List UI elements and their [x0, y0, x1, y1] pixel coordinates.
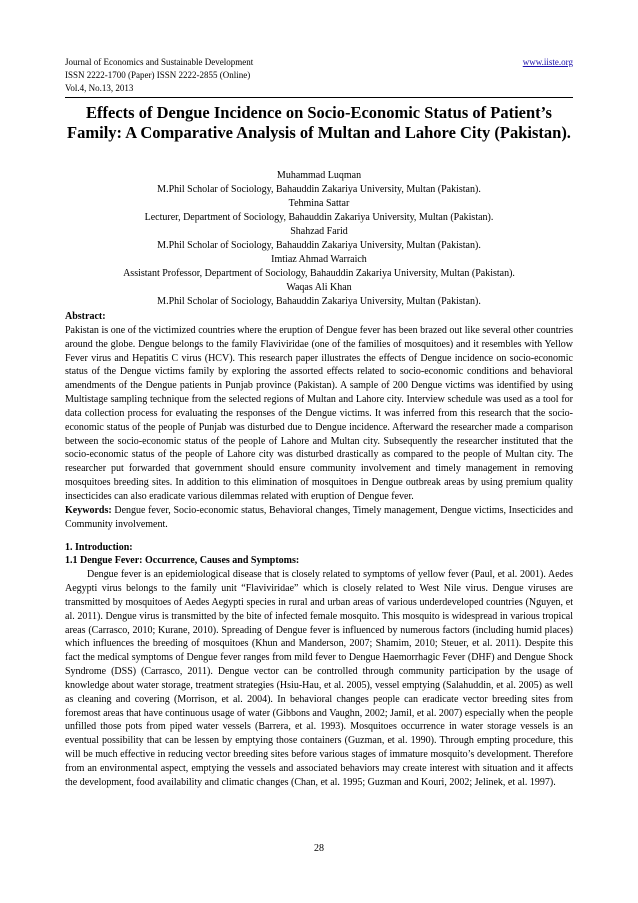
author-affiliation: Lecturer, Department of Sociology, Bahauddin Zakariya University, Multan (Pakistan).	[144, 212, 494, 223]
section-heading: 1. Introduction:	[65, 541, 133, 553]
journal-issn: ISSN 2222-1700 (Paper) ISSN 2222-2855 (Online)	[65, 70, 251, 80]
journal-volume: Vol.4, No.13, 2013	[65, 83, 134, 93]
journal-name: Journal of Economics and Sustainable Development	[65, 57, 254, 67]
author-affiliation: M.Phil Scholar of Sociology, Bahauddin Zakariya University, Multan (Pakistan).	[157, 240, 481, 251]
paper-body	[65, 310, 573, 790]
intro-paragraph: Dengue fever is an epidemiological disease that is closely related to symptoms of yellow fever (Paul, et al. 2001). Aedes Aegypti virus belongs to the family unit “Flaviviridae” which is closely related to West Nile virus. Dengue viruses are transmitted by mosquitoes of Aedes Aegypti species in rural and urban areas of various underdeveloped countries (Nguyen, et al. 2011). Dengue virus is transmitted by the bite of infected female mosquito. This mosquito is widespread in various tropical areas (Carrasco, 2010; Kurane, 2010). Spreading of Dengue fever is influenced by numerous factors (including humid places) which influences the breeding of mosquitoes (Khun and Manderson, 2007; Shamim, 2010; Steuer, et al. 2011). Despite this fact the medical symptoms of Dengue fever ranges from mild fever to Dengue Haemorrhagic Fever (DHF) and Dengue Shock Syndrome (DSS) (Carrasco, 2011). Dengue vector can be controlled through community participation by the usage of knowledge about water storage, treatment strategies (Hsiu-Hau, et al. 2005), vessel emptying (Salahuddin, et al. 2005) as well as cleaning and covering (Morrison, et al. 2004). In behavioral changes people can eradicate vector breeding sites from foremost areas that have continuous usage of water (Gibbons and Vaughn, 2002; Jamil, et al. 2007) especially when the people unfilled those pots from piped water vessels (Barrera, et al. 1993). Mosquitoes occurrence in water storage vessels is an eventual possibility that can be lessen by emptying those containers (Guzman, et al. 1990). Through empting procedure, this will be much effective in reducing vector breeding sites before various stages of immature mosquito’s development. Therefore from an environmental aspect, emptying the vessels and associated behaviors may create interest with situation and it affects the development, food availability and climatic changes (Chan, et al. 1995; Guzman and Kouri, 2002; Jelinek, et al. 1997).	[65, 569, 573, 788]
paper-title: Effects of Dengue Incidence on Socio-Economic Status of Patient’s Family: A Comparative Analysis of Multan and Lahore City (Pakistan).	[67, 103, 571, 142]
author-affiliation: Assistant Professor, Department of Sociology, Bahauddin Zakariya University, Multan (Pakistan).	[123, 268, 515, 279]
author-name: Shahzad Farid	[290, 226, 348, 237]
abstract-heading: Abstract:	[65, 311, 106, 322]
author-name: Waqas Ali Khan	[286, 282, 352, 293]
header-divider	[65, 97, 573, 98]
author-name: Imtiaz Ahmad Warraich	[271, 254, 367, 265]
keywords-paragraph	[65, 504, 573, 532]
page-number: 28	[314, 843, 324, 854]
abstract-text: Pakistan is one of the victimized countries where the eruption of Dengue fever has been brazed out like several other countries around the globe. Dengue belongs to the family Flaviviridae (one of the families of mosquitoes) and it resembles with Yellow Fever virus and Hepatitis C virus (HCV). This research paper illustrates the effects of Dengue incidence on socio-economic status of the Dengue victims family by exploring the assorted effects related to socio-economic conditions and behavioral amendments of the Dengue patients in Punjab province (Pakistan). A sample of 200 Dengue victims was identified by using Multistage sampling technique from the selected regions of Multan and Lahore city. Interview schedule was used as a tool for data collection process for evaluating the responses of the Dengue victims. It was inferred from this research that the socio-economic status of the people of Punjab was disturbed due to Dengue incidence. Afterward the researcher made a comparison between the socio-economic status of the people of Lahore and Multan city. Subsequently the researcher instituted that the socio-economic status of the people of Lahore city was disturbed drastically as compared to the people of Multan city. The researcher put forwarded that government should ensure community involvement and timely management in removing mosquitoes breeding sites. In addition to this elimination of mosquitoes in Dengue outbreak areas by using premium quality insecticides can also eradicate various dilemmas related with eruption of Dengue fever.	[65, 324, 573, 502]
journal-url-link[interactable]: www.iiste.org	[522, 57, 573, 67]
author-affiliation: M.Phil Scholar of Sociology, Bahauddin Zakariya University, Multan (Pakistan).	[157, 184, 481, 195]
author-block	[65, 169, 573, 309]
subsection-heading: 1.1 Dengue Fever: Occurrence, Causes and Symptoms:	[65, 555, 300, 567]
keywords-text: Dengue fever, Socio-economic status, Behavioral changes, Timely management, Dengue victims, Insecticides and Community involvement.	[65, 504, 573, 530]
journal-header	[65, 56, 573, 95]
author-name: Muhammad Luqman	[276, 170, 362, 181]
author-name: Tehmina Sattar	[288, 198, 350, 209]
keywords-label: Keywords:	[65, 504, 112, 516]
author-affiliation: M.Phil Scholar of Sociology, Bahauddin Zakariya University, Multan (Pakistan).	[157, 296, 481, 307]
